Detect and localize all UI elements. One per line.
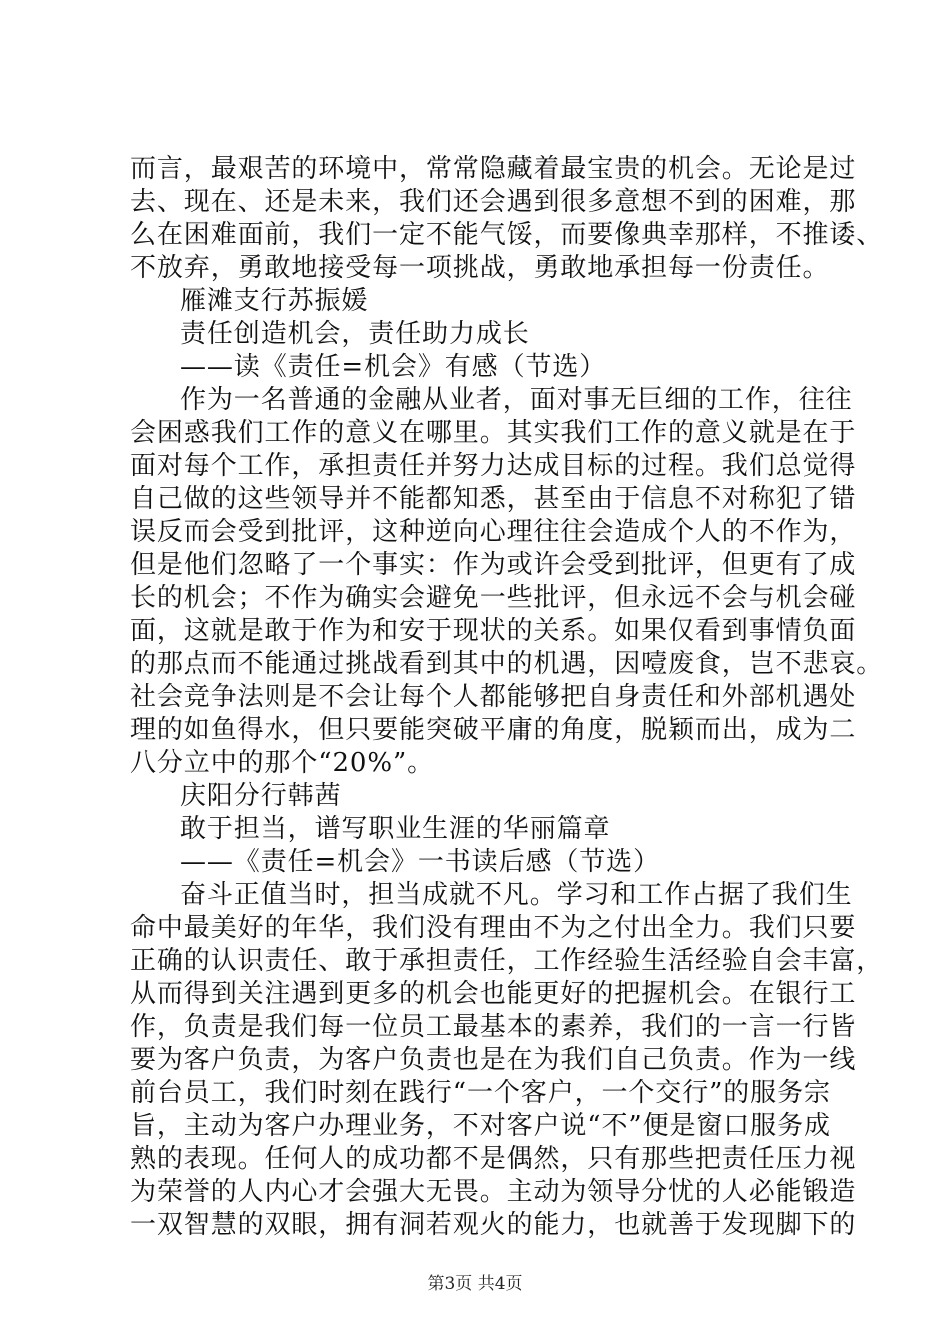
author-name: 雁滩支行苏振媛 bbox=[180, 286, 369, 316]
essay-paragraph bbox=[130, 879, 884, 1242]
text-line: 不放弃，勇敢地接受每一项挑战，勇敢地承担每一份责任。 bbox=[130, 253, 830, 283]
paragraph-continuation bbox=[130, 153, 884, 285]
text-line: 要为客户负责，为客户负责也是在为我们自己负责。作为一线 bbox=[130, 1045, 857, 1075]
essay-subtitle: ——读《责任=机会》有感（节选） bbox=[180, 352, 607, 382]
text-line: 作，负责是我们每一位员工最基本的素养，我们的一言一行皆 bbox=[130, 1012, 857, 1042]
page-footer bbox=[0, 1273, 950, 1295]
page-number: 第3页 共4页 bbox=[427, 1274, 523, 1294]
text-line: 长的机会；不作为确实会避免一些批评，但永远不会与机会碰 bbox=[130, 583, 857, 613]
essay-title: 责任创造机会，责任助力成长 bbox=[180, 319, 530, 349]
text-line: 正确的认识责任、敢于承担责任，工作经验生活经验自会丰富， bbox=[130, 946, 884, 976]
document-body bbox=[130, 153, 884, 1242]
text-line: 作为一名普通的金融从业者，面对事无巨细的工作，往往 bbox=[180, 385, 853, 415]
text-line: 去、现在、还是未来，我们还会遇到很多意想不到的困难，那 bbox=[130, 187, 857, 217]
text-line: 自己做的这些领导并不能都知悉，甚至由于信息不对称犯了错 bbox=[130, 484, 857, 514]
text-line: 八分立中的那个“20%”。 bbox=[130, 748, 435, 778]
text-line: 一双智慧的双眼，拥有洞若观火的能力，也就善于发现脚下的 bbox=[130, 1210, 857, 1240]
text-line: 面，这就是敢于作为和安于现状的关系。如果仅看到事情负面 bbox=[130, 616, 857, 646]
text-line: 会困惑我们工作的意义在哪里。其实我们工作的意义就是在于 bbox=[130, 418, 857, 448]
text-line: 为荣誉的人内心才会强大无畏。主动为领导分忧的人必能锻造 bbox=[130, 1177, 857, 1207]
author-name: 庆阳分行韩茜 bbox=[180, 781, 342, 811]
text-line: 从而得到关注遇到更多的机会也能更好的把握机会。在银行工 bbox=[130, 979, 857, 1009]
text-line: 命中最美好的年华，我们没有理由不为之付出全力。我们只要 bbox=[130, 913, 857, 943]
essay-title: 敢于担当，谱写职业生涯的华丽篇章 bbox=[180, 814, 611, 844]
text-line: 而言，最艰苦的环境中，常常隐藏着最宝贵的机会。无论是过 bbox=[130, 154, 857, 184]
text-line: 误反而会受到批评，这种逆向心理往往会造成个人的不作为， bbox=[130, 517, 857, 547]
text-line: 理的如鱼得水，但只要能突破平庸的角度，脱颖而出，成为二 bbox=[130, 715, 857, 745]
text-line: 前台员工，我们时刻在践行“一个客户，一个交行”的服务宗 bbox=[130, 1078, 831, 1108]
essay-subtitle: ——《责任=机会》一书读后感（节选） bbox=[180, 847, 660, 877]
text-line: 社会竞争法则是不会让每个人都能够把自身责任和外部机遇处 bbox=[130, 682, 857, 712]
text-line: 但是他们忽略了一个事实：作为或许会受到批评，但更有了成 bbox=[130, 550, 857, 580]
text-line: 旨，主动为客户办理业务，不对客户说“不”便是窗口服务成 bbox=[130, 1111, 831, 1141]
text-line: 面对每个工作，承担责任并努力达成目标的过程。我们总觉得 bbox=[130, 451, 857, 481]
text-line: 么在困难面前，我们一定不能气馁，而要像典幸那样，不推诿、 bbox=[130, 220, 884, 250]
text-line: 熟的表现。任何人的成功都不是偶然，只有那些把责任压力视 bbox=[130, 1144, 857, 1174]
essay-paragraph bbox=[130, 384, 884, 780]
text-line: 奋斗正值当时，担当成就不凡。学习和工作占据了我们生 bbox=[180, 880, 853, 910]
text-line: 的那点而不能通过挑战看到其中的机遇，因噎废食，岂不悲哀。 bbox=[130, 649, 884, 679]
